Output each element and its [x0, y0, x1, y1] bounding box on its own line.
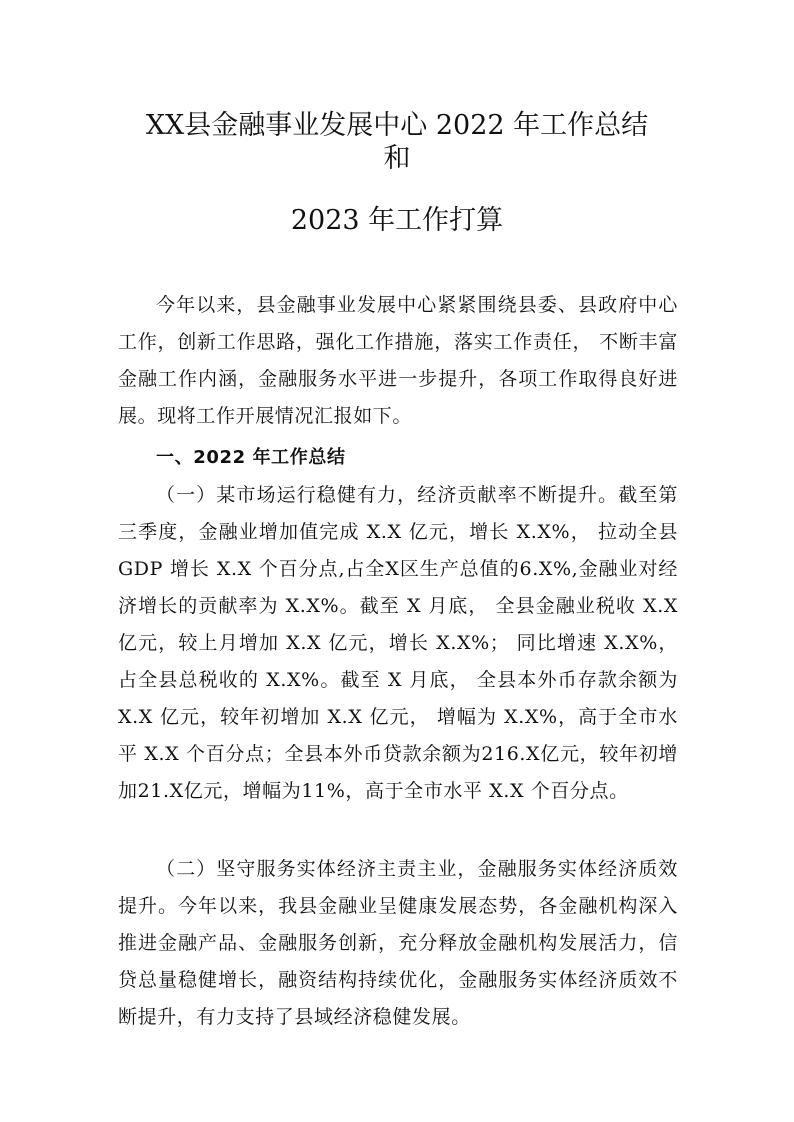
intro-paragraph: 今年以来，县金融事业发展中心紧紧围绕县委、县政府中心工作，创新工作思路，强化工作措施，落实工作责任， 不断丰富金融工作内涵，金融服务水平进一步提升，各项工作取得良好进展。现将工作开展情况汇报如下。: [118, 294, 678, 427]
document-title-line-3: 2023 年工作打算: [290, 205, 504, 236]
document-title-line-2: 和: [383, 143, 411, 174]
section-item-2-paragraph: （二）坚守服务实体经济主责主业，金融服务实体经济质效提升。今年以来，我县金融业呈健康发展态势，各金融机构深入推进金融产品、金融服务创新，充分释放金融机构发展活力，信贷总量稳健增长，融资结构持续优化，金融服务实体经济质效不断提升，有力支持了县域经济稳健发展。: [118, 858, 678, 1028]
document-title-line-1: XX县金融事业发展中心 2022 年工作总结: [145, 110, 649, 141]
section-heading: 一、2022 年工作总结: [156, 447, 346, 468]
section-item-1-paragraph: （一）某市场运行稳健有力，经济贡献率不断提升。截至第三季度，金融业增加值完成 X.X 亿元，增长 X.X%， 拉动全县 GDP 增长 X.X 个百分点,占全X区生产总值的6.X%,金融业对经济增长的贡献率为 X.X%。截至 X 月底， 全县金融业税收 X.X 亿元，较上月增加 X.X 亿元，增长 X.X%； 同比增速 X.X%，占全县总税收的 X.X%。截至 X 月底， 全县本外币存款余额为 X.X 亿元，较年初增加 X.X 亿元， 增幅为 X.X%，高于全市水平 X.X 个百分点；全县本外币贷款余额为216.X亿元，较年初增加21.X亿元，增幅为11%，高于全市水平 X.X 个百分点。: [118, 484, 678, 802]
